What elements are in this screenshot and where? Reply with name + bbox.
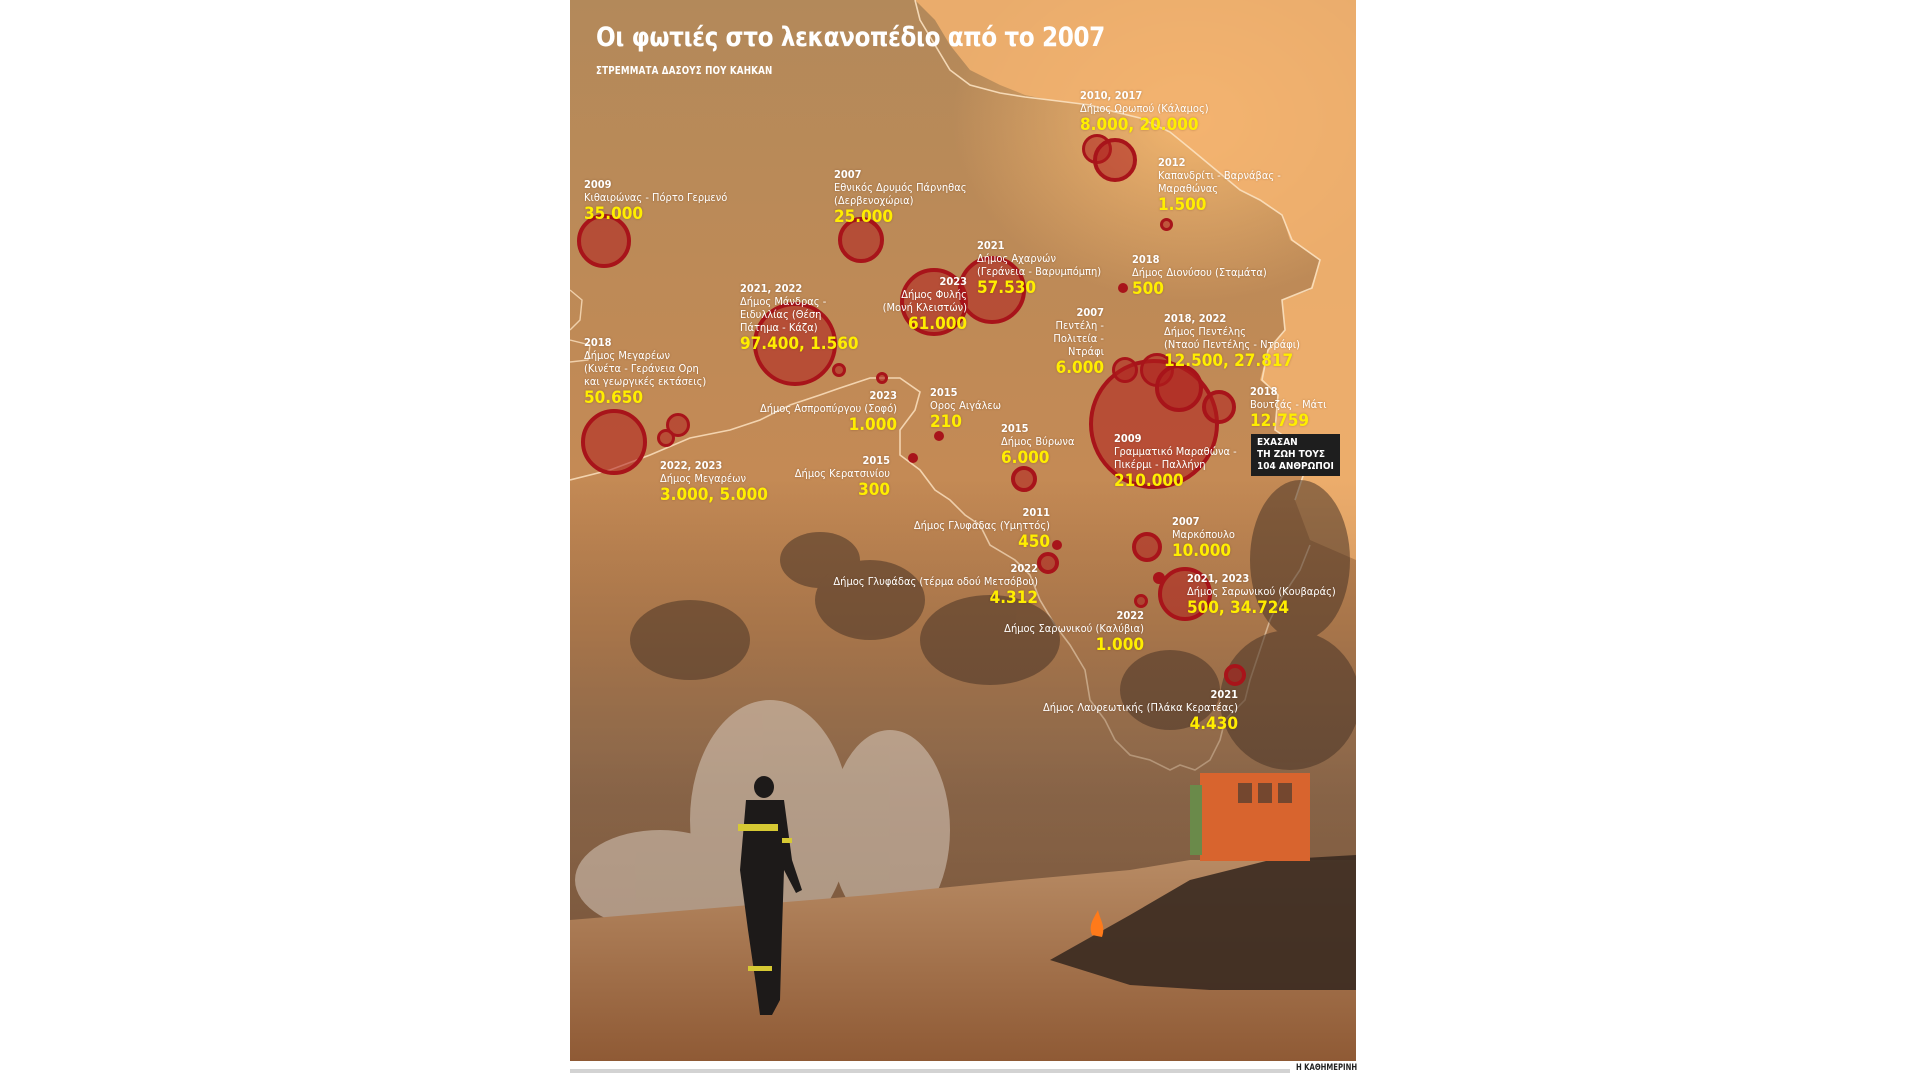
label-dionysos: 2018 Δήμος Διονύσου (Σταμάτα) 500 (1132, 253, 1267, 299)
fire-marker-keratsini (908, 453, 918, 463)
label-vyronas: 2015 Δήμος Βύρωνα 6.000 (1001, 422, 1075, 468)
label-mandra: 2021, 2022 Δήμος Μάνδρας - Ειδυλλίας (Θέση Πάτημα - Κάζα) 97.400, 1.560 (740, 282, 859, 354)
label-kapandriti: 2012 Καπανδρίτι - Βαρνάβας - Μαραθώνας 1.500 (1158, 156, 1281, 215)
label-markopoulo: 2007 Μαρκόπουλο 10.000 (1172, 515, 1235, 561)
label-aigaleo: 2015 Ορος Αιγάλεω 210 (930, 386, 1002, 432)
fire-marker-aspropyrgos (876, 372, 888, 384)
fire-marker-mandra-2022 (832, 363, 846, 377)
label-acharnes: 2021 Δήμος Αχαρνών (Γεράνεια - Βαρυμπόμπη) 57.530 (977, 239, 1102, 298)
fire-marker-penteli-2022 (1155, 364, 1203, 412)
footer-rule (570, 1069, 1290, 1073)
fire-marker-hymettus (1052, 540, 1062, 550)
label-megara-2022: 2022, 2023 Δήμος Μεγαρέων 3.000, 5.000 (660, 459, 768, 505)
fire-marker-mati (1202, 390, 1236, 424)
fire-marker-megara-2018 (581, 409, 647, 475)
fire-marker-kapandriti (1160, 218, 1173, 231)
label-glyfada-2022: 2022 Δήμος Γλυφάδας (τέρμα οδού Μετσόβου) 4.312 (833, 562, 1038, 608)
label-aspropyrgos: 2023 Δήμος Ασπροπύργου (Σοφό) 1.000 (759, 389, 897, 435)
label-saronikos-kouvaras: 2021, 2023 Δήμος Σαρωνικού (Κουβαράς) 500, 34.724 (1187, 572, 1336, 618)
fire-marker-penteli-2007 (1112, 357, 1138, 383)
fire-marker-megara-2022 (657, 429, 675, 447)
label-marathon-2009: 2009 Γραμματικό Μαραθώνα - Πικέρμι - Παλλήνη 210.000 (1114, 432, 1237, 491)
label-oropos: 2010, 2017 Δήμος Ωρωπού (Κάλαμος) 8.000, 20.000 (1080, 89, 1209, 135)
label-penteli-2007: 2007 Πεντέλη - Πολιτεία - Ντράφι 6.000 (1053, 306, 1104, 378)
label-lavreotiki: 2021 Δήμος Λαυρεωτικής (Πλάκα Κερατέας) 4.430 (1043, 688, 1238, 734)
fire-marker-lavreotiki (1224, 664, 1246, 686)
label-megara-2018: 2018 Δήμος Μεγαρέων (Κινέτα - Γεράνεια Ορη και γεωργικές εκτάσεις) 50.650 (584, 336, 707, 408)
label-keratsini: 2015 Δήμος Κερατσινίου 300 (794, 454, 890, 500)
infographic (570, 0, 1356, 1061)
fire-marker-kalyvia (1134, 594, 1148, 608)
publisher-credit: Η ΚΑΘΗΜΕΡΙΝΗ (1296, 1063, 1358, 1073)
label-fyli: 2023 Δήμος Φυλής (Μονή Κλειστών) 61.000 (882, 275, 967, 334)
fire-marker-oropos-2017 (1093, 138, 1137, 182)
fire-marker-aigaleo (934, 431, 944, 441)
fire-marker-vyronas (1011, 466, 1037, 492)
fire-marker-glyfada-2022 (1037, 552, 1059, 574)
label-kithaironas: 2009 Κιθαιρώνας - Πόρτο Γερμενό 35.000 (584, 178, 728, 224)
fire-marker-dionysos (1118, 283, 1128, 293)
label-hymettus: 2011 Δήμος Γλυφάδας (Υμηττός) 450 (913, 506, 1050, 552)
label-mati: 2018 Βουτζάς - Μάτι 12.759 (1250, 385, 1327, 431)
infographic-title: Οι φωτιές στο λεκανοπέδιο από το 2007 (596, 22, 1105, 53)
fire-marker-markopoulo (1132, 532, 1162, 562)
casualties-badge: ΕΧΑΣΑΝ ΤΗ ΖΩΗ ΤΟΥΣ 104 ΑΝΘΡΩΠΟΙ (1251, 434, 1340, 476)
infographic-subtitle: ΣΤΡΕΜΜΑΤΑ ΔΑΣΟΥΣ ΠΟΥ ΚΑΗΚΑΝ (596, 64, 773, 77)
label-parnitha: 2007 Εθνικός Δρυμός Πάρνηθας (Δερβενοχώρια) 25.000 (834, 168, 967, 227)
label-penteli-2018: 2018, 2022 Δήμος Πεντέλης (Νταού Πεντέλης - Ντράφι) 12.500, 27.817 (1164, 312, 1300, 371)
label-saronikos-kalyvia: 2022 Δήμος Σαρωνικού (Καλύβια) 1.000 (1004, 609, 1144, 655)
